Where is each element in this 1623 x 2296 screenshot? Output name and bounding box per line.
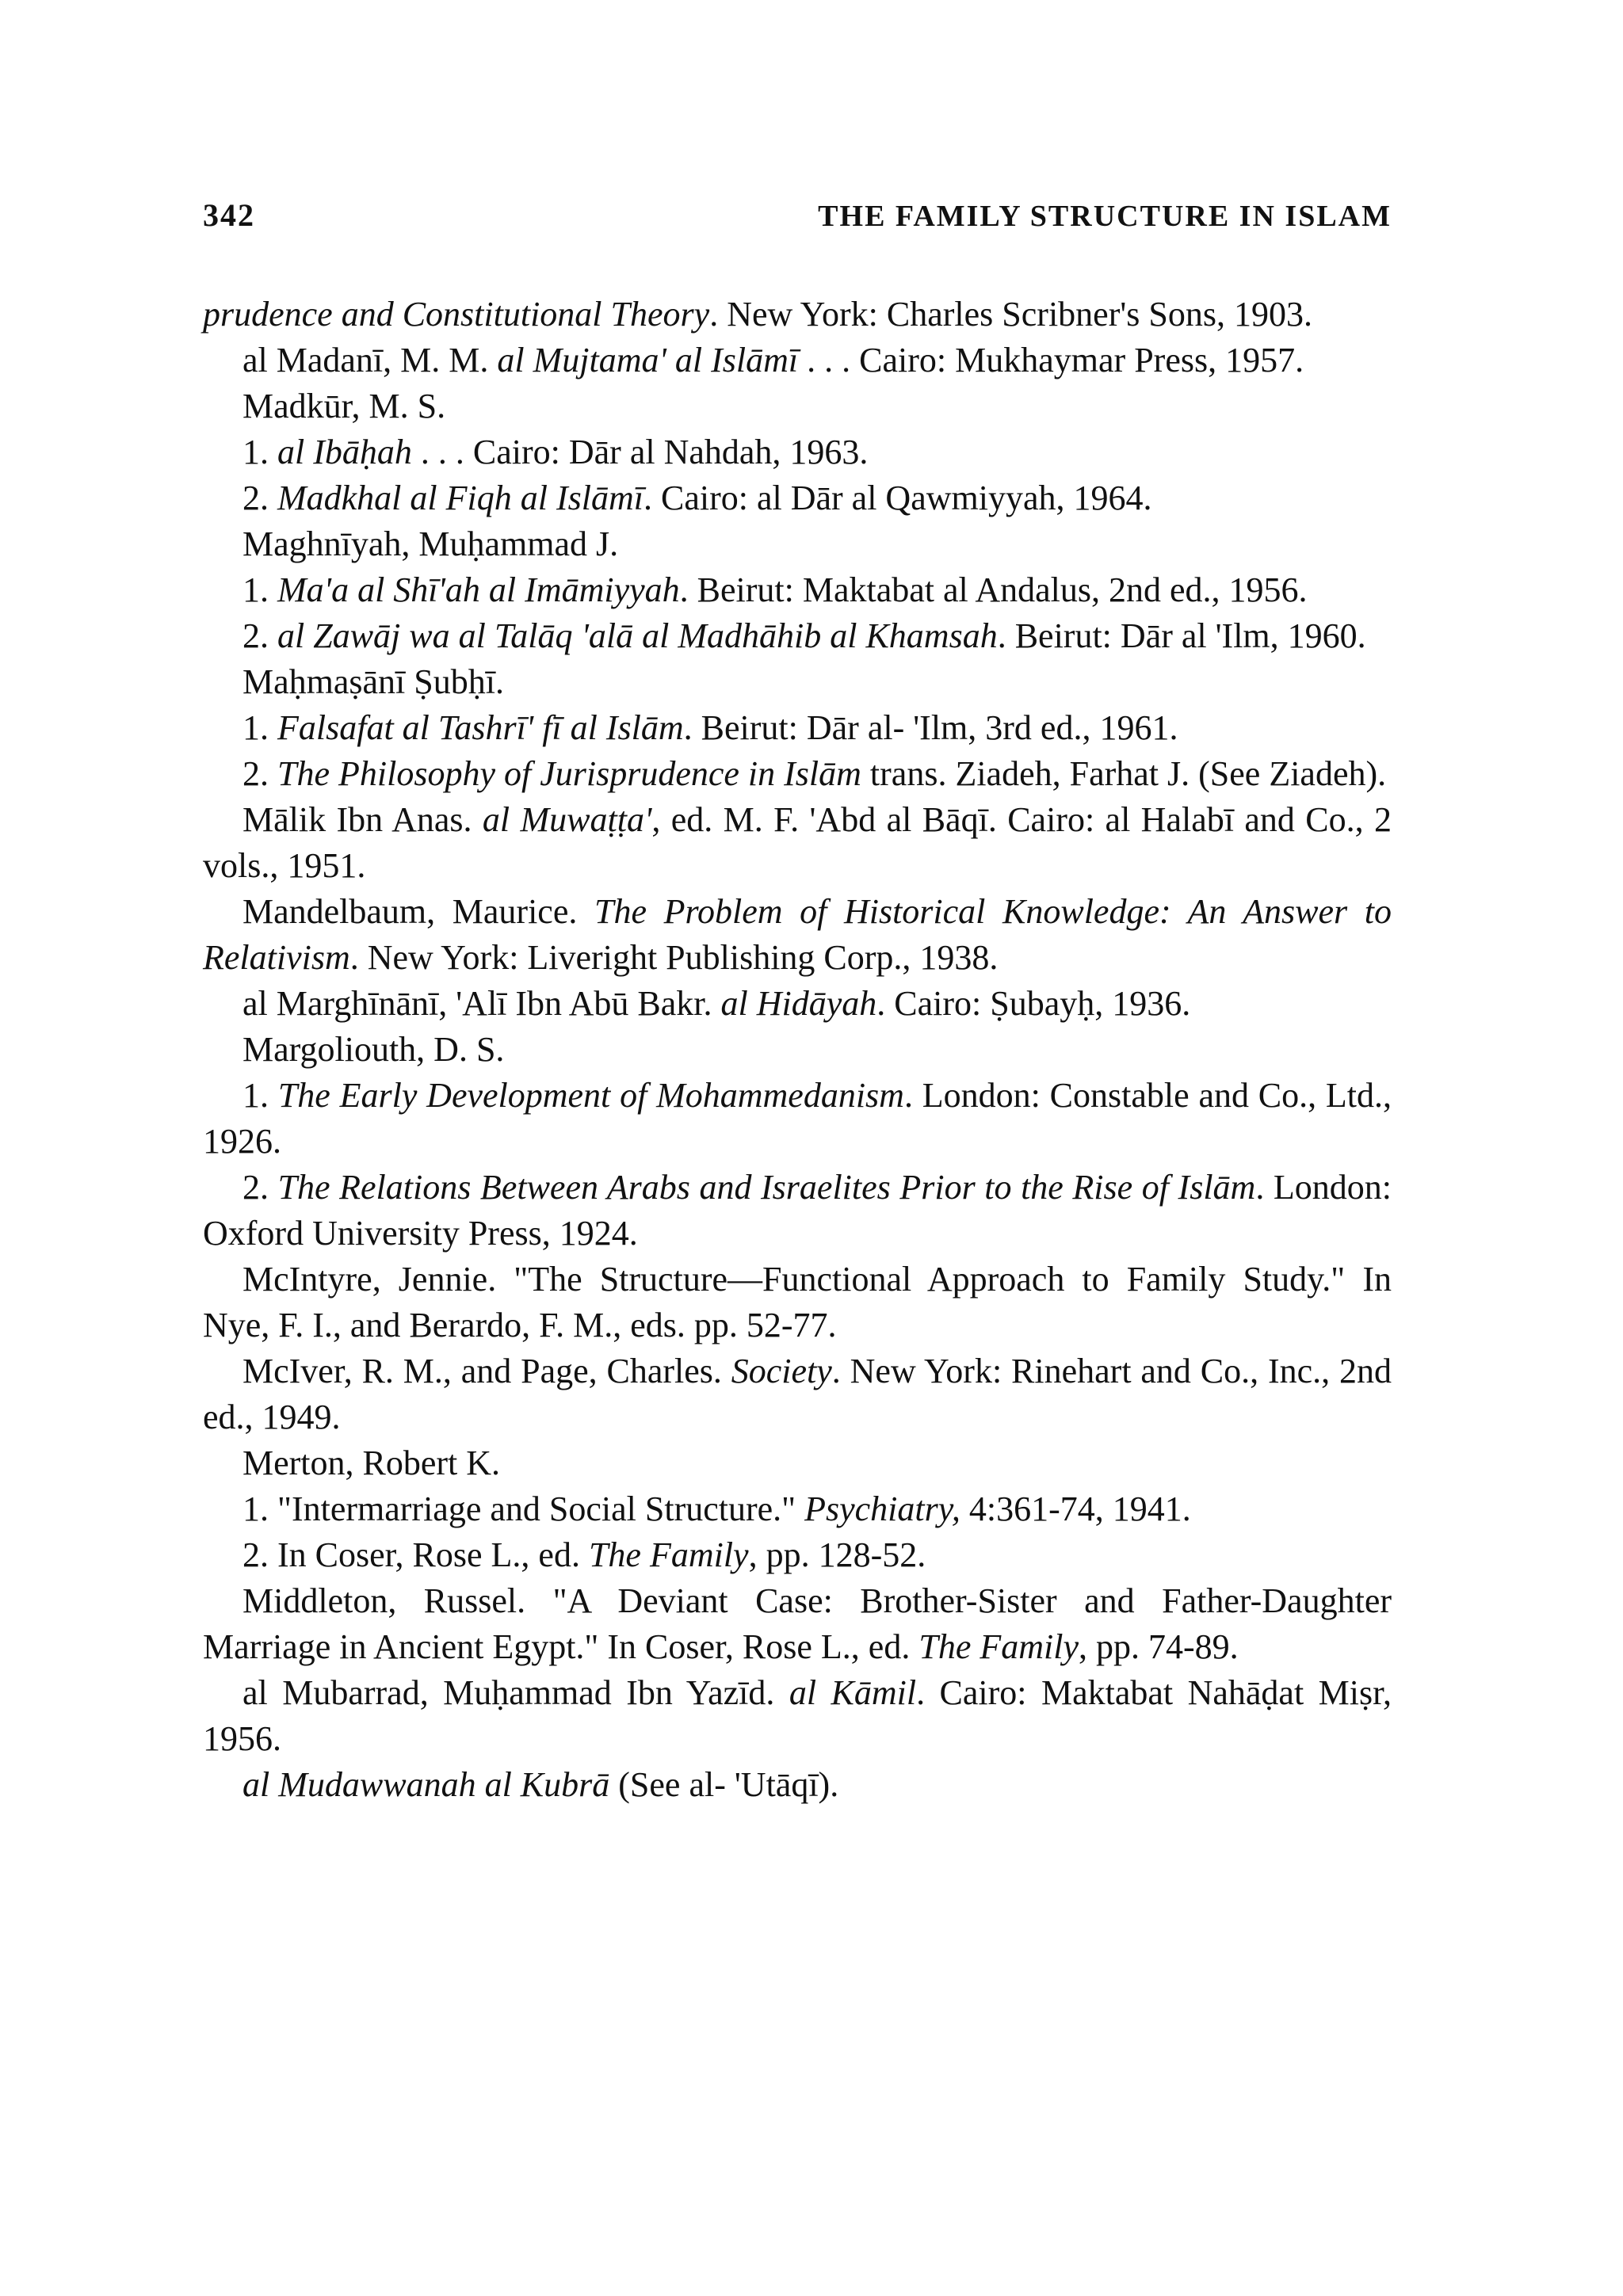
entry-text: . Cairo: al Dār al Qawmiyyah, 1964. [643, 479, 1152, 517]
entry-text: . Cairo: Maktabat Nahāḍat Miṣr, 1956. [203, 1673, 1392, 1758]
entry-text: , pp. 128-52. [748, 1535, 926, 1574]
entry-title-text: Falsafat al Tashrī' fī al Islām [277, 708, 684, 747]
bibliography-entry [203, 1348, 1392, 1440]
entry-text: al Mubarrad, Muḥammad Ibn Yazīd. [242, 1673, 789, 1712]
bibliography-entry [203, 1670, 1392, 1762]
entry-text: Maḥmaṣānī Ṣubḥī. [242, 662, 504, 701]
bibliography-entry [203, 981, 1392, 1027]
bibliography-entry [203, 1486, 1392, 1532]
entry-text: trans. Ziadeh, Farhat J. (See Ziadeh). [861, 754, 1387, 793]
bibliography-entry [203, 797, 1392, 889]
entry-text: 1. "Intermarriage and Social Structure." [242, 1489, 805, 1528]
entry-text: . London: Constable and Co., Ltd., 1926. [203, 1076, 1392, 1161]
running-title: THE FAMILY STRUCTURE IN ISLAM [818, 200, 1392, 233]
entry-text: . London: Oxford University Press, 1924. [203, 1168, 1392, 1253]
entry-title-text: The Family [918, 1627, 1079, 1666]
page-number: 342 [203, 197, 255, 233]
entry-title-text: al Kāmil [789, 1673, 917, 1712]
page-header [203, 196, 1392, 244]
entry-text: . Beirut: Dār al 'Ilm, 1960. [997, 616, 1366, 655]
entry-text: . Cairo: Ṣubayḥ, 1936. [876, 984, 1191, 1023]
bibliography-entry [203, 1027, 1392, 1073]
bibliography-entry [203, 751, 1392, 797]
entry-text: , ed. M. F. 'Abd al Bāqī. Cairo: al Halabī and Co., 2 vols., 1951. [203, 800, 1392, 885]
bibliography-entry [203, 1532, 1392, 1578]
entry-text: 1. [242, 570, 277, 609]
entry-text: McIntyre, Jennie. "The Structure—Functional Approach to Family Study." In Nye, F. I., and Berardo, F. M., eds. pp. 52-77. [203, 1260, 1392, 1344]
entry-title-text: Ma'a al Shī'ah al Imāmiyyah [277, 570, 680, 609]
entry-text: Madkūr, M. S. [242, 387, 446, 425]
entry-text: Margoliouth, D. S. [242, 1030, 505, 1069]
entry-title-text: al Hidāyah [720, 984, 877, 1023]
entry-title-text: The Family [588, 1535, 749, 1574]
bibliography-list [203, 292, 1392, 1808]
entry-text: al Marghīnānī, 'Alī Ibn Abū Bakr. [242, 984, 721, 1023]
entry-text: Mandelbaum, Maurice. [242, 892, 594, 931]
entry-text: 2. In Coser, Rose L., ed. [242, 1535, 589, 1574]
bibliography-entry [203, 475, 1392, 521]
entry-text: (See al- 'Utāqī). [609, 1765, 839, 1804]
entry-title-text: The Problem of Historical Knowledge: An Answer to Relativism [203, 892, 1392, 977]
bibliography-entry [203, 1762, 1392, 1808]
entry-title-text: The Philosophy of Jurisprudence in Islām [277, 754, 861, 793]
bibliography-entry [203, 383, 1392, 429]
entry-text: 1. [242, 433, 277, 471]
entry-title-text: al Mujtama' al Islāmī [497, 341, 799, 379]
bibliography-entry [203, 1578, 1392, 1670]
entry-title-text: Society [731, 1352, 832, 1390]
entry-title-text: al Muwaṭṭa' [482, 800, 652, 839]
bibliography-entry [203, 1257, 1392, 1348]
bibliography-entry [203, 338, 1392, 383]
bibliography-entry [203, 429, 1392, 475]
entry-title-text: al Zawāj wa al Talāq 'alā al Madhāhib al Khamsah [277, 616, 998, 655]
entry-text: 2. [242, 616, 277, 655]
entry-text: Middleton, Russel. "A Deviant Case: Brother-Sister and Father-Daughter Marriage in Ancient Egypt." In Coser, Rose L., ed. [203, 1581, 1392, 1666]
entry-text: 2. [242, 1168, 278, 1207]
bibliography-entry [203, 659, 1392, 705]
bibliography-entry [203, 1073, 1392, 1165]
entry-text: 4:361-74, 1941. [960, 1489, 1191, 1528]
entry-text: 1. [242, 708, 277, 747]
entry-title-text: al Mudawwanah al Kubrā [242, 1765, 610, 1804]
entry-text: 2. [242, 479, 277, 517]
entry-text: 1. [242, 1076, 278, 1115]
bibliography-entry [203, 889, 1392, 981]
entry-text: . New York: Liveright Publishing Corp., 1938. [349, 938, 999, 977]
bibliography-entry [203, 613, 1392, 659]
entry-text: . . . Cairo: Dār al Nahdah, 1963. [411, 433, 869, 471]
bibliography-entry [203, 1165, 1392, 1257]
entry-title-text: The Early Development of Mohammedanism [277, 1076, 904, 1115]
entry-title-text: Psychiatry, [804, 1489, 960, 1528]
entry-text: . . . Cairo: Mukhaymar Press, 1957. [798, 341, 1304, 379]
entry-title-text: The Relations Between Arabs and Israelites Prior to the Rise of Islām [277, 1168, 1256, 1207]
entry-text: . Beirut: Dār al- 'Ilm, 3rd ed., 1961. [683, 708, 1178, 747]
bibliography-entry [203, 1440, 1392, 1486]
entry-text: McIver, R. M., and Page, Charles. [242, 1352, 731, 1390]
entry-text: Merton, Robert K. [242, 1444, 501, 1482]
entry-text: al Madanī, M. M. [242, 341, 498, 379]
entry-title-text: Madkhal al Fiqh al Islāmī [277, 479, 643, 517]
bibliography-entry [203, 567, 1392, 613]
entry-text: . Beirut: Maktabat al Andalus, 2nd ed., 1956. [679, 570, 1308, 609]
book-page [203, 196, 1392, 1808]
entry-text: 2. [242, 754, 277, 793]
entry-text: . New York: Charles Scribner's Sons, 1903. [709, 295, 1312, 334]
entry-text: Mālik Ibn Anas. [242, 800, 483, 839]
bibliography-entry [203, 521, 1392, 567]
entry-text: Maghnīyah, Muḥammad J. [242, 524, 619, 563]
entry-text: . New York: Rinehart and Co., Inc., 2nd ed., 1949. [203, 1352, 1392, 1436]
bibliography-entry [203, 292, 1392, 338]
bibliography-entry [203, 705, 1392, 751]
entry-title-text: al Ibāḥah [277, 433, 412, 471]
entry-text: , pp. 74-89. [1078, 1627, 1239, 1666]
entry-title-text: prudence and Constitutional Theory [203, 295, 710, 334]
